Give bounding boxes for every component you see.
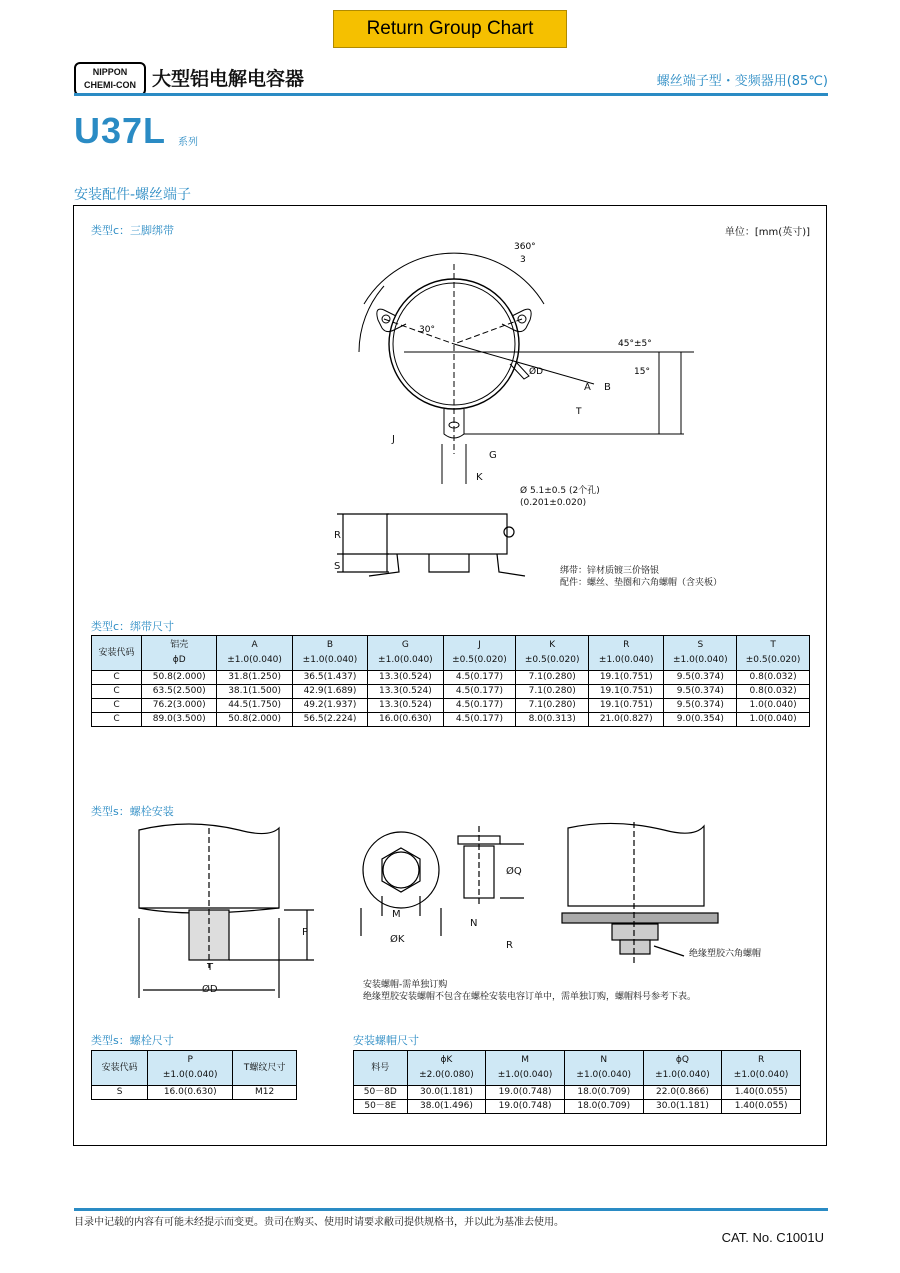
header-label: G — [401, 640, 409, 650]
table-cell: 18.0(0.709) — [564, 1100, 643, 1114]
header-label: 安装代码 — [98, 647, 135, 658]
angle-15-label: 15° — [634, 367, 650, 377]
insulated-nut-label: 绝缘塑胶六角螺帽 — [689, 949, 762, 959]
table-cell: 38.0(1.496) — [407, 1100, 486, 1114]
band-top-view-drawing — [324, 234, 652, 484]
table-cell: 13.3(0.524) — [368, 685, 443, 699]
footer-rule — [74, 1208, 828, 1211]
header-label: 料号 — [371, 1062, 390, 1073]
table-cell: 31.8(1.250) — [217, 671, 292, 685]
r-nut-dim-label: R — [506, 940, 513, 951]
header-tolerance: ±1.0(0.040) — [302, 655, 358, 665]
table-cell: 22.0(0.866) — [643, 1086, 722, 1100]
bolt-header-cell — [148, 1051, 233, 1086]
type-c-title: 类型c：三脚绑带 — [91, 224, 175, 237]
band-header-cell — [737, 636, 810, 671]
table-cell: 44.5(1.750) — [217, 699, 292, 713]
table-cell: 36.5(1.437) — [292, 671, 367, 685]
table-cell: 9.5(0.374) — [664, 671, 737, 685]
nut-note-1: 安装螺帽-需单独订购 — [363, 980, 448, 990]
table-cell: 8.0(0.313) — [516, 713, 589, 727]
header-label: B — [326, 640, 334, 650]
nut-note-2: 绝缘塑胶安装螺帽不包含在螺栓安装电容订单中，需单独订购，螺帽料号参考下表。 — [363, 992, 697, 1002]
table-cell: 7.1(0.280) — [516, 699, 589, 713]
header-tolerance: ±1.0(0.040) — [655, 1070, 710, 1080]
table-cell: 0.8(0.032) — [737, 671, 810, 685]
table-cell: 19.1(0.751) — [589, 699, 664, 713]
band-header-cell — [92, 636, 142, 671]
g-dim-label: G — [489, 450, 497, 461]
table-cell: 30.0(1.181) — [643, 1100, 722, 1114]
header-tolerance: ϕD — [172, 655, 186, 665]
table-cell: 1.0(0.040) — [737, 699, 810, 713]
table-cell: 76.2(3.000) — [142, 699, 217, 713]
header-label: J — [478, 640, 481, 650]
header-tolerance: ±1.0(0.040) — [576, 1070, 632, 1080]
table-cell: 56.5(2.224) — [292, 713, 367, 727]
table-row — [92, 699, 810, 713]
header-label: N — [600, 1055, 608, 1065]
bolt-header-cell — [92, 1051, 148, 1086]
table-cell: 49.2(1.937) — [292, 699, 367, 713]
header-label: ϕK — [440, 1055, 453, 1065]
j-dim-label: J — [392, 434, 395, 445]
band-note-1: 绑带：锌材质镀三价铬银 — [560, 566, 660, 576]
table-cell: 19.0(0.748) — [486, 1086, 565, 1100]
logo-line-1: NIPPON — [92, 67, 128, 77]
band-header-cell — [516, 636, 589, 671]
header-tolerance: ±1.0(0.040) — [227, 655, 282, 665]
angle-30-label: 30° — [419, 325, 435, 335]
table-cell: 42.9(1.689) — [292, 685, 367, 699]
nut-header-cell — [354, 1051, 408, 1086]
table-cell: 50.8(2.000) — [142, 671, 217, 685]
nut-header-cell — [486, 1051, 565, 1086]
table-cell: 4.5(0.177) — [443, 671, 516, 685]
table-cell: 1.40(0.055) — [722, 1086, 801, 1100]
table-cell: 13.3(0.524) — [368, 671, 443, 685]
nut-dimension-table — [353, 1050, 801, 1114]
header-label: 铝壳 — [170, 640, 189, 650]
t-thread-label: T — [207, 962, 214, 973]
header-tolerance: ±1.0(0.040) — [162, 1070, 218, 1080]
series-suffix: 系列 — [178, 137, 198, 148]
header-label: ϕQ — [675, 1055, 689, 1065]
header-label: T螺纹尺寸 — [243, 1062, 286, 1073]
table-cell: 38.1(1.500) — [217, 685, 292, 699]
nut-header-cell — [407, 1051, 486, 1086]
table-header-row — [354, 1051, 801, 1086]
phi-q-dim-label: ØQ — [506, 866, 522, 877]
table-cell: 50.8(2.000) — [217, 713, 292, 727]
table-cell: M12 — [233, 1086, 297, 1100]
angle-div-label: 3 — [520, 255, 526, 265]
header-label: T — [770, 640, 776, 650]
band-header-cell — [664, 636, 737, 671]
table-cell: 19.1(0.751) — [589, 685, 664, 699]
header-label: 安装代码 — [101, 1062, 138, 1073]
table-cell: 9.5(0.374) — [664, 699, 737, 713]
band-header-cell — [292, 636, 367, 671]
k-dim-label: K — [476, 472, 483, 483]
phi-d-label: ØD — [529, 367, 544, 377]
band-header-cell — [217, 636, 292, 671]
logo-line-2: CHEMI-CON — [84, 80, 136, 90]
header-tolerance: ±1.0(0.040) — [378, 655, 433, 665]
band-dimension-table — [91, 635, 810, 727]
table-cell: 1.40(0.055) — [722, 1100, 801, 1114]
m-dim-label: M — [392, 909, 401, 920]
header-tolerance: ±1.0(0.040) — [598, 655, 654, 665]
header-label: A — [251, 640, 258, 650]
bolt-header-cell — [233, 1051, 297, 1086]
mounting-hardware-panel — [73, 205, 827, 1146]
table-row — [92, 713, 810, 727]
header-tolerance: ±0.5(0.020) — [452, 655, 507, 665]
table-cell: 4.5(0.177) — [443, 713, 516, 727]
header-rule — [74, 93, 828, 96]
table-header-row — [92, 636, 810, 671]
series-name: U37L — [74, 110, 167, 151]
r-dim-label: R — [334, 530, 341, 541]
table-cell: 16.0(0.630) — [148, 1086, 233, 1100]
nut-side-view-drawing — [454, 826, 534, 946]
band-header-cell — [589, 636, 664, 671]
table-row — [92, 685, 810, 699]
nut-table-title: 安装螺帽尺寸 — [353, 1034, 419, 1047]
header-tolerance: ±0.5(0.020) — [745, 655, 801, 665]
table-cell: C — [92, 699, 142, 713]
table-cell: 50－8D — [354, 1086, 408, 1100]
hole-spec-label: Ø 5.1±0.5 (2个孔) — [520, 486, 600, 496]
table-cell: 21.0(0.827) — [589, 713, 664, 727]
a-dim-label: A — [584, 382, 591, 393]
table-cell: C — [92, 671, 142, 685]
table-cell: 30.0(1.181) — [407, 1086, 486, 1100]
band-header-cell — [142, 636, 217, 671]
header-tolerance: ±1.0(0.040) — [497, 1070, 553, 1080]
table-cell: 63.5(2.500) — [142, 685, 217, 699]
header-label: R — [758, 1055, 765, 1065]
nut-front-view-drawing — [356, 826, 466, 956]
band-material-notes — [560, 565, 722, 589]
type-s-title: 类型s：螺栓安装 — [91, 805, 174, 818]
band-header-cell — [443, 636, 516, 671]
nut-header-cell — [564, 1051, 643, 1086]
table-cell: 89.0(3.500) — [142, 713, 217, 727]
page-subtitle: 螺丝端子型・变频器用(85℃) — [656, 74, 828, 89]
nut-header-cell — [643, 1051, 722, 1086]
nippon-chemi-con-logo — [74, 62, 146, 96]
table-cell: 7.1(0.280) — [516, 685, 589, 699]
header-tolerance: ±2.0(0.080) — [419, 1070, 474, 1080]
table-cell: 13.3(0.524) — [368, 699, 443, 713]
table-cell: 4.5(0.177) — [443, 685, 516, 699]
table-row — [354, 1100, 801, 1114]
table-cell: 19.0(0.748) — [486, 1100, 565, 1114]
nut-ordering-notes — [363, 979, 696, 1003]
t-label: T — [576, 407, 582, 417]
table-cell: 16.0(0.630) — [368, 713, 443, 727]
header-tolerance: ±0.5(0.020) — [524, 655, 580, 665]
bolt-dimension-table — [91, 1050, 297, 1100]
table-cell: 9.0(0.354) — [664, 713, 737, 727]
table-cell: 9.5(0.374) — [664, 685, 737, 699]
table-header-row — [92, 1051, 297, 1086]
header-label: P — [187, 1055, 193, 1065]
phi-d-bolt-label: ØD — [202, 984, 218, 995]
n-dim-label: N — [470, 918, 478, 929]
header-label: K — [549, 640, 556, 650]
bolt-table-title: 类型s：螺栓尺寸 — [91, 1034, 174, 1047]
section-title: 安装配件-螺丝端子 — [74, 187, 192, 203]
phi-k-dim-label: ØK — [390, 934, 405, 945]
angle-360-label: 360° — [514, 242, 536, 252]
header-label: M — [521, 1055, 529, 1065]
table-cell: 0.8(0.032) — [737, 685, 810, 699]
hole-spec-inch-label: (0.201±0.020) — [520, 498, 587, 508]
header-label: R — [623, 640, 630, 650]
header-label: S — [697, 640, 704, 650]
band-note-2: 配件：螺丝、垫圈和六角螺帽（含夹板） — [560, 578, 723, 588]
header-tolerance: ±1.0(0.040) — [733, 1070, 789, 1080]
header-tolerance: ±1.0(0.040) — [672, 655, 728, 665]
page-title: 大型铝电解电容器 — [152, 68, 305, 90]
p-dim-label: P — [302, 927, 309, 938]
table-cell: S — [92, 1086, 148, 1100]
table-cell: 7.1(0.280) — [516, 671, 589, 685]
return-group-chart-button[interactable]: Return Group Chart — [333, 10, 567, 48]
angle-45-label: 45°±5° — [618, 339, 652, 349]
table-cell: 1.0(0.040) — [737, 713, 810, 727]
bolt-capacitor-drawing — [129, 818, 329, 1008]
footer-disclaimer: 目录中记载的内容有可能未经提示而变更。贵司在购买、使用时请要求敝司提供规格书，并以此为基准去使用。 — [74, 1217, 564, 1228]
table-cell: 4.5(0.177) — [443, 699, 516, 713]
table-row — [92, 671, 810, 685]
table-row — [354, 1086, 801, 1100]
nut-header-cell — [722, 1051, 801, 1086]
catalog-number: CAT. No. C1001U — [721, 1230, 824, 1245]
band-header-cell — [368, 636, 443, 671]
unit-note: 单位：[mm(英寸)] — [724, 227, 810, 238]
table-cell: 18.0(0.709) — [564, 1086, 643, 1100]
table-cell: 50－8E — [354, 1100, 408, 1114]
band-side-view-drawing — [329, 506, 529, 586]
type-c-table-title: 类型c：绑带尺寸 — [91, 620, 175, 633]
b-dim-label: B — [604, 382, 611, 393]
s-dim-label: S — [334, 561, 341, 572]
table-cell: C — [92, 685, 142, 699]
table-cell: 19.1(0.751) — [589, 671, 664, 685]
table-cell: C — [92, 713, 142, 727]
table-row — [92, 1086, 297, 1100]
